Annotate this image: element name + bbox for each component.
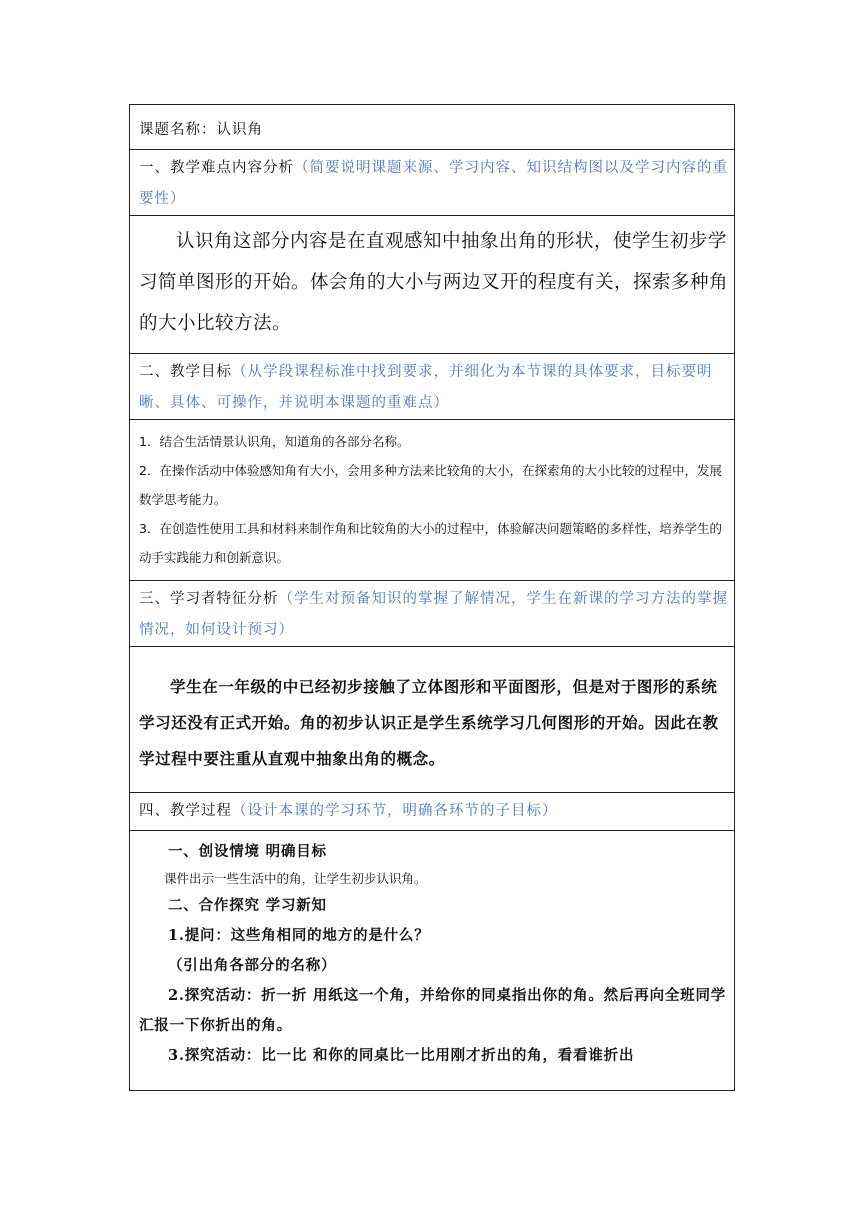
section4-heading: 四、教学过程 [139, 803, 232, 819]
section2-heading: 二、教学目标 [139, 364, 232, 380]
section2-goals-cell [130, 420, 735, 581]
section3-hint: （学生对预备知识的掌握了解情况，学生在新课的学习方法的掌握情况，如何设计预习） [139, 591, 728, 638]
section2-header [130, 354, 735, 420]
section3-body: 学生在一年级的中已经初步接触了立体图形和平面图形，但是对于图形的系统学习还没有正式开始。角的初步认识正是学生系统学习几何图形的开始。因此在教学过程中要注重从直观中抽象出角的概念。 [139, 677, 719, 768]
process-step-text: 2.探究活动：折一折 用纸这一个角，并给你的同桌指出你的角。然后再向全班同学汇报一下你折出的角。 [139, 987, 727, 1034]
section2-hint: （从学段课程标准中找到要求，并细化为本节课的具体要求，目标要明晰、具体、可操作，并说明本课题的重难点） [139, 364, 713, 411]
section3-heading: 三、学习者特征分析 [139, 591, 279, 607]
section1-body-cell [130, 216, 735, 354]
goal-item: 3．在创造性使用工具和材料来制作角和比较角的大小的过程中，体验解决问题策略的多样性，培养学生的动手实践能力和创新意识。 [139, 521, 722, 565]
process-step-text: 课件出示一些生活中的角，让学生初步认识角。 [164, 871, 427, 886]
section3-body-cell [130, 647, 735, 793]
process-step-text: 1.提问：这些角相同的地方的是什么？ [168, 927, 430, 944]
process-step-heading: 一、创设情境 明确目标 [168, 843, 327, 860]
section1-hint: （简要说明课题来源、学习内容、知识结构图以及学习内容的重要性） [139, 160, 728, 207]
lesson-plan-table [129, 104, 735, 1091]
process-step-heading: 二、合作探究 学习新知 [168, 897, 327, 914]
section3-header [130, 581, 735, 647]
section4-body-cell [130, 831, 735, 1091]
section1-body: 认识角这部分内容是在直观感知中抽象出角的形状，使学生初步学习简单图形的开始。体会角的大小与两边叉开的程度有关，探索多种角的大小比较方法。 [139, 231, 729, 334]
goal-item: 1．结合生活情景认识角，知道角的各部分名称。 [139, 434, 410, 449]
process-step-text: （引出角各部分的名称） [168, 957, 337, 974]
section4-hint: （设计本课的学习环节，明确各环节的子目标） [232, 803, 558, 819]
goal-item: 2．在操作活动中体验感知角有大小，会用多种方法来比较角的大小，在探索角的大小比较的过程中，发展数学思考能力。 [139, 463, 722, 507]
lesson-title: 课题名称：认识角 [130, 105, 735, 150]
process-step-text: 3.探究活动：比一比 和你的同桌比一比用刚才折出的角，看看谁折出 [168, 1047, 635, 1064]
section4-header [130, 793, 735, 831]
section1-heading: 一、教学难点内容分析 [139, 160, 294, 176]
section1-header [130, 150, 735, 216]
